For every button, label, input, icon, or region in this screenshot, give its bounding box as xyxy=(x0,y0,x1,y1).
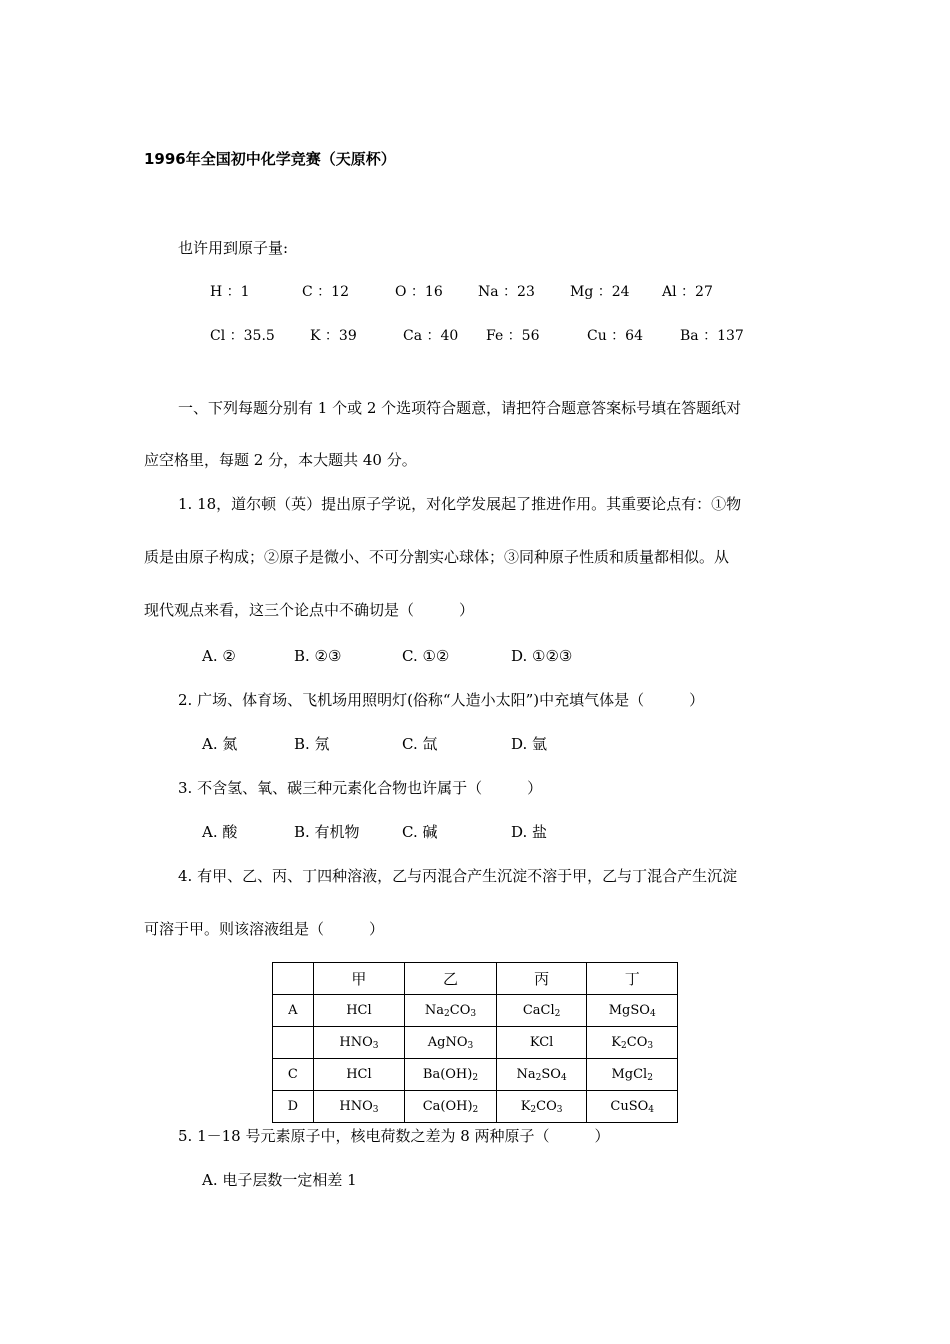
question-4-line-1: 4. 有甲、乙、丙、丁四种溶液，乙与丙混合产生沉淀不溶于甲，乙与丁混合产生沉淀 xyxy=(178,867,738,885)
row-label xyxy=(273,1027,314,1059)
atomic-mass-item: Na ：23 xyxy=(478,284,535,300)
question-3-stem: 3. 不含氢、氧、碳三种元素化合物也许属于（ ） xyxy=(178,779,543,797)
table-cell: $Na_2SO_4$ xyxy=(496,1059,587,1091)
option-a[interactable]: A. 酸 xyxy=(202,823,238,841)
table-cell: MgCl$_2$ xyxy=(587,1059,678,1091)
table-cell: KCl xyxy=(496,1027,587,1059)
option-d[interactable]: D. 盐 xyxy=(511,823,548,841)
option-b[interactable]: B. 有机物 xyxy=(294,823,360,841)
table-cell: $Na_2CO_3$ xyxy=(405,995,497,1027)
option-b[interactable]: B. ②③ xyxy=(294,647,342,665)
row-label: C xyxy=(273,1059,314,1091)
table-cell: $K_2CO_3$ xyxy=(496,1091,587,1123)
question-5-stem: 5. 1－18 号元素原子中，核电荷数之差为 8 两种原子（ ） xyxy=(178,1127,610,1145)
row-label: D xyxy=(273,1091,314,1123)
table-row xyxy=(273,1091,678,1123)
table-cell: $HNO_3$ xyxy=(313,1091,404,1123)
section-1-instructions-line-2: 应空格里，每题 2 分，本大题共 40 分。 xyxy=(144,451,417,469)
option-c[interactable]: C. 氙 xyxy=(402,735,438,753)
table-cell: MgSO$_4$ xyxy=(587,995,678,1027)
table-cell: $HNO_3$ xyxy=(313,1027,404,1059)
atomic-mass-item: Cu ：64 xyxy=(587,328,643,344)
row-label: A xyxy=(273,995,314,1027)
table-header-row xyxy=(273,963,678,995)
table-row xyxy=(273,1059,678,1091)
option-a[interactable]: A. 电子层数一定相差 1 xyxy=(202,1171,357,1189)
option-c[interactable]: C. ①② xyxy=(402,647,450,665)
table-header-cell: 丙 xyxy=(496,963,587,995)
atomic-mass-item: Mg ：24 xyxy=(570,284,630,300)
option-d[interactable]: D. 氩 xyxy=(511,735,548,753)
atomic-mass-item: C ：12 xyxy=(302,284,349,300)
table-cell: HCl xyxy=(313,1059,404,1091)
atomic-mass-item: Ba ：137 xyxy=(680,328,744,344)
option-a[interactable]: A. 氮 xyxy=(202,735,238,753)
question-2-stem: 2. 广场、体育场、飞机场用照明灯(俗称“人造小太阳”)中充填气体是（ ） xyxy=(178,691,705,709)
table-header-cell: 甲 xyxy=(313,963,404,995)
table-header-cell: 乙 xyxy=(405,963,497,995)
option-b[interactable]: B. 氖 xyxy=(294,735,330,753)
question-1-line-1: 1. 18，道尔顿（英）提出原子学说，对化学发展起了推进作用。其重要论点有：①物 xyxy=(178,495,742,513)
section-1-instructions-line-1: 一、下列每题分别有 1 个或 2 个选项符合题意，请把符合题意答案标号填在答题纸对 xyxy=(178,399,742,417)
table-header-cell xyxy=(273,963,314,995)
option-a[interactable]: A. ② xyxy=(202,647,236,665)
table-cell: CaCl$_2$ xyxy=(496,995,587,1027)
option-c[interactable]: C. 碱 xyxy=(402,823,438,841)
table-cell: $Ba(OH)_2$ xyxy=(405,1059,497,1091)
option-d[interactable]: D. ①②③ xyxy=(511,647,573,665)
atomic-mass-item: H ：1 xyxy=(210,284,250,300)
question-4-line-2: 可溶于甲。则该溶液组是（ ） xyxy=(144,920,385,938)
question-1-line-2: 质是由原子构成；②原子是微小、不可分割实心球体；③同种原子性质和质量都相似。从 xyxy=(144,548,730,566)
table-row xyxy=(273,995,678,1027)
table-cell: HCl xyxy=(313,995,404,1027)
atomic-mass-item: Ca ：40 xyxy=(403,328,459,344)
document-title: 1996年全国初中化学竞赛（天原杯） xyxy=(144,150,396,168)
table-cell: $Ca(OH)_2$ xyxy=(405,1091,497,1123)
table-cell: AgNO$_3$ xyxy=(405,1027,497,1059)
table-cell: CuSO$_4$ xyxy=(587,1091,678,1123)
atomic-mass-item: Al ：27 xyxy=(662,284,713,300)
table-cell: $K_2CO_3$ xyxy=(587,1027,678,1059)
atomic-mass-item: O ：16 xyxy=(395,284,443,300)
table-row xyxy=(273,1027,678,1059)
solution-table xyxy=(272,962,678,1123)
table-header-cell: 丁 xyxy=(587,963,678,995)
atomic-mass-item: Fe ：56 xyxy=(486,328,540,344)
atomic-mass-item: Cl ：35.5 xyxy=(210,328,275,344)
question-1-line-3: 现代观点来看，这三个论点中不确切是（ ） xyxy=(144,601,475,619)
atomic-mass-item: K ：39 xyxy=(310,328,357,344)
atomic-mass-label: 也许用到原子量: xyxy=(178,239,289,257)
